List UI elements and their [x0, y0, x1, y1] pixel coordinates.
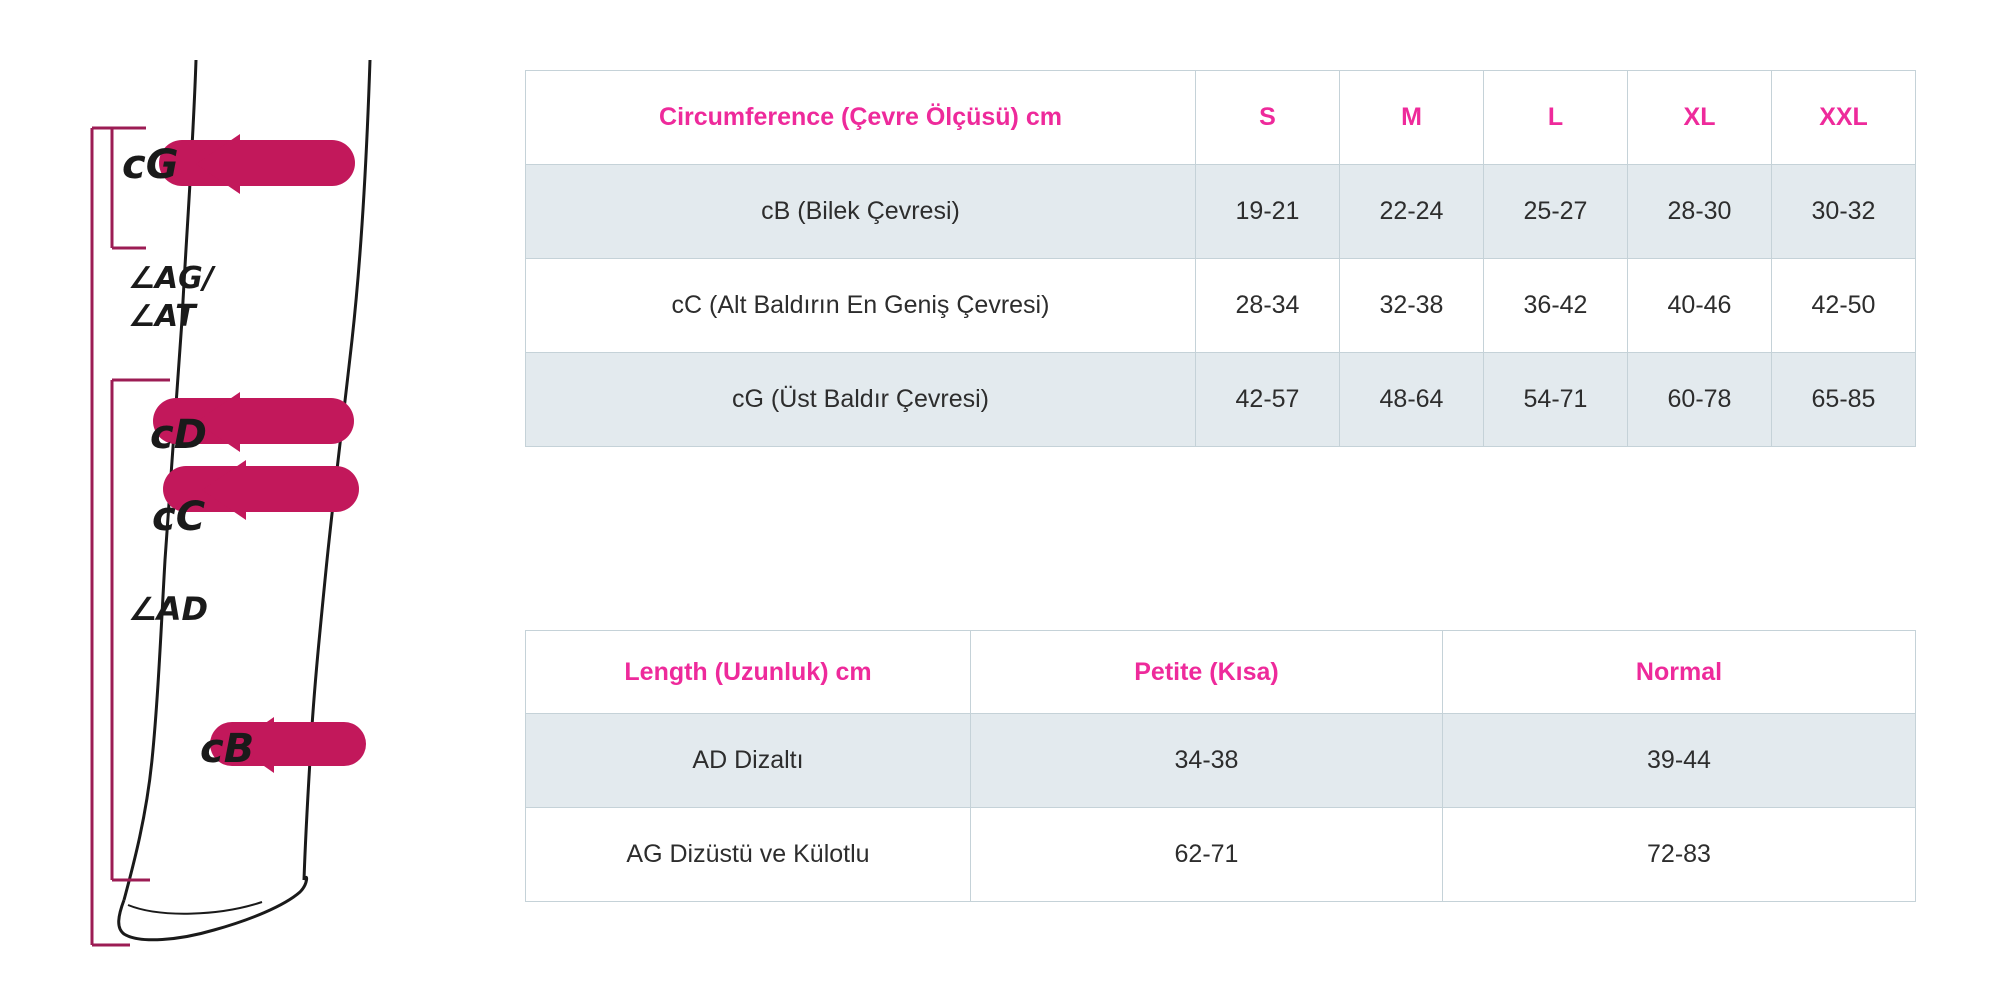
cell-l: 54-71	[1484, 353, 1628, 447]
table-row	[526, 165, 1916, 259]
cell-s: 28-34	[1196, 259, 1340, 353]
cell-xxl: 42-50	[1772, 259, 1916, 353]
column-header-xxl: XXL	[1772, 71, 1916, 165]
cell-petite: 34-38	[971, 714, 1443, 808]
diagram-label-cb: cB	[200, 726, 255, 772]
column-header-length: Length (Uzunluk) cm	[526, 631, 971, 714]
row-label: cB (Bilek Çevresi)	[526, 165, 1196, 259]
cell-s: 19-21	[1196, 165, 1340, 259]
cell-normal: 72-83	[1443, 808, 1916, 902]
cell-petite: 62-71	[971, 808, 1443, 902]
row-label: AD Dizaltı	[526, 714, 971, 808]
size-tables	[525, 0, 2000, 1000]
row-label: AG Dizüstü ve Külotlu	[526, 808, 971, 902]
column-header-measure: Circumference (Çevre Ölçüsü) cm	[526, 71, 1196, 165]
diagram-label-cd: cD	[150, 412, 207, 458]
cell-s: 42-57	[1196, 353, 1340, 447]
table-row	[526, 808, 1916, 902]
cell-xxl: 65-85	[1772, 353, 1916, 447]
table-row	[526, 259, 1916, 353]
diagram-label-ad: ∠AD	[128, 590, 209, 628]
circumference-table	[525, 70, 1916, 447]
band-cg	[159, 134, 355, 194]
diagram-label-cg: cG	[122, 142, 179, 188]
cell-m: 22-24	[1340, 165, 1484, 259]
column-header-s: S	[1196, 71, 1340, 165]
leg-measurement-diagram	[0, 0, 520, 1000]
column-header-xl: XL	[1628, 71, 1772, 165]
table-header-row	[526, 631, 1916, 714]
diagram-label-ag-at-1: ∠AG/	[128, 261, 214, 296]
cell-l: 36-42	[1484, 259, 1628, 353]
row-label: cG (Üst Baldır Çevresi)	[526, 353, 1196, 447]
cell-xl: 40-46	[1628, 259, 1772, 353]
row-label: cC (Alt Baldırın En Geniş Çevresi)	[526, 259, 1196, 353]
cell-normal: 39-44	[1443, 714, 1916, 808]
column-header-m: M	[1340, 71, 1484, 165]
length-table	[525, 630, 1916, 902]
cell-xl: 28-30	[1628, 165, 1772, 259]
column-header-l: L	[1484, 71, 1628, 165]
cell-l: 25-27	[1484, 165, 1628, 259]
column-header-petite: Petite (Kısa)	[971, 631, 1443, 714]
cell-m: 48-64	[1340, 353, 1484, 447]
cell-xl: 60-78	[1628, 353, 1772, 447]
table-row	[526, 714, 1916, 808]
diagram-label-cc: cC	[152, 494, 206, 540]
cell-xxl: 30-32	[1772, 165, 1916, 259]
column-header-normal: Normal	[1443, 631, 1916, 714]
cell-m: 32-38	[1340, 259, 1484, 353]
table-row	[526, 353, 1916, 447]
table-header-row	[526, 71, 1916, 165]
diagram-label-ag-at-2: ∠AT	[128, 299, 196, 334]
